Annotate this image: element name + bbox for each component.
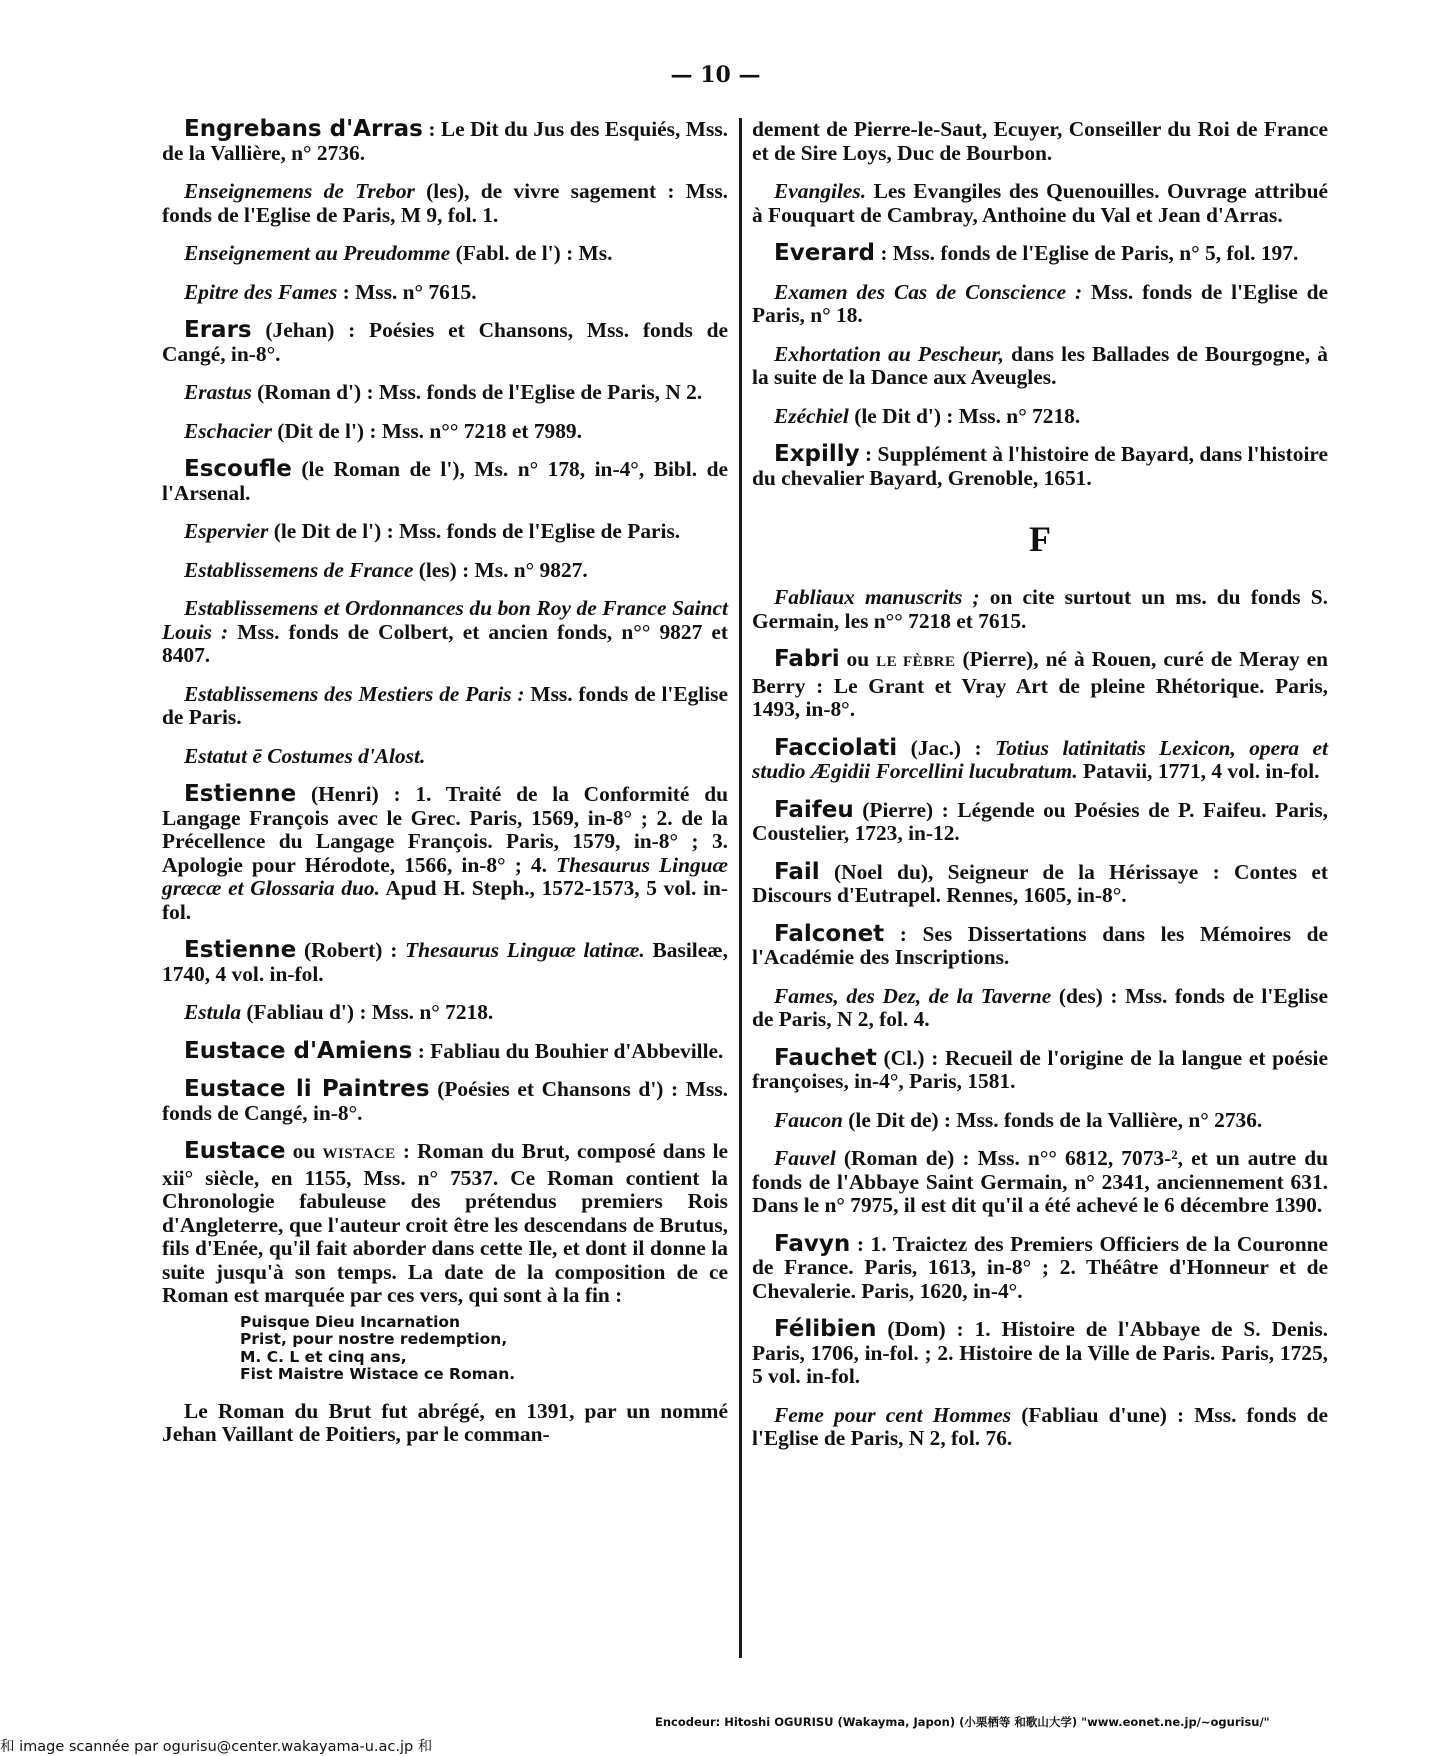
entry-text: on cite surtout un ms. du fonds S. Germain, les n°° 7218 et 7615. [752, 585, 1328, 633]
entry-text: (Dom) : 1. Histoire de l'Abbaye de S. Denis. Paris, 1706, in-fol. ; 2. Histoire de la Ville de Paris. Paris, 1725, 5 vol. in-fol. [752, 1317, 1328, 1388]
entry-text: (le Dit de) : Mss. fonds de la Vallière, n° 2736. [842, 1107, 1263, 1132]
entry-small-caps: WISTACE [322, 1146, 396, 1162]
entry-text: (Roman d') : Mss. fonds de l'Eglise de Paris, N 2. [251, 380, 703, 404]
dictionary-entry [162, 381, 728, 405]
entry-headword: Falconet [774, 920, 885, 947]
entry-text: dans les Ballades de Bourgogne, à la suite de la Dance aux Aveugles. [752, 341, 1328, 389]
entry-title-italic: Estatut ē Costumes d'Alost. [184, 743, 426, 768]
column-divider [739, 118, 742, 1658]
dictionary-entry [162, 281, 728, 305]
dictionary-entry [162, 745, 728, 769]
verse-quotation [240, 1314, 728, 1384]
entry-title-italic: Examen des Cas de Conscience : [774, 279, 1083, 304]
dictionary-entry [162, 939, 728, 986]
dictionary-entry [752, 118, 1328, 165]
dictionary-entry [752, 920, 1328, 970]
entry-headword: Favyn [774, 1230, 851, 1257]
entry-headword: Estienne [184, 937, 297, 963]
entry-headword: Everard [774, 240, 875, 266]
dictionary-entry [752, 985, 1328, 1032]
entry-text: : Supplément à l'histoire de Bayard, dans l'histoire du chevalier Bayard, Grenoble, 1651. [752, 442, 1328, 490]
right-column [752, 118, 1328, 1466]
verse-line: Fist Maistre Wistace ce Roman. [240, 1365, 516, 1383]
entry-text: (Cl.) : Recueil de l'origine de la langue et poésie françoises, in-4°, Paris, 1581. [752, 1045, 1328, 1093]
entry-text: (Poésies et Chansons d') : Mss. fonds de Cangé, in-8°. [162, 1077, 728, 1125]
dictionary-entry [752, 405, 1328, 429]
entry-title-italic: Establissemens de France [184, 557, 414, 582]
entry-text: (Fabl. de l') : Ms. [450, 241, 613, 265]
dictionary-entry [752, 858, 1328, 908]
dictionary-entry [162, 1001, 728, 1025]
encoder-credit: Encodeur: Hitoshi OGURISU (Wakayma, Japon) (小栗栖等 和歌山大学) "www.eonet.ne.jp/~ogurisu/" [655, 1715, 1270, 1729]
entry-text: (le Roman de l'), Ms. n° 178, in-4°, Bibl. de l'Arsenal. [162, 457, 728, 505]
entry-text: : Ses Dissertations dans les Mémoires de l'Académie des Inscriptions. [752, 921, 1328, 969]
dictionary-entry [752, 734, 1328, 784]
verse-line: Prist, pour nostre redemption, [240, 1330, 508, 1348]
dictionary-entry [162, 520, 728, 544]
entry-headword: Escoufle [184, 456, 292, 482]
entry-title-italic: Faucon [774, 1107, 843, 1132]
entry-text: Basileæ, 1740, 4 vol. in-fol. [162, 938, 728, 986]
verse-line: M. C. L et cinq ans, [240, 1347, 407, 1366]
entry-text: (le Dit d') : Mss. n° 7218. [848, 403, 1081, 428]
dictionary-entry [752, 343, 1328, 390]
dictionary-entry [752, 1109, 1328, 1133]
entry-headword: Estienne [184, 781, 297, 807]
entry-title-italic: Fames, des Dez, de la Taverne [774, 983, 1052, 1008]
entry-title-italic: Eschacier [184, 418, 272, 443]
entry-title-italic: Fauvel [774, 1146, 836, 1170]
dictionary-entry [752, 648, 1328, 722]
entry-title-italic: Totius latinitatis Lexicon, opera et studio Ægidii Forcellini lucubratum. [752, 735, 1328, 783]
entry-text: Apud H. Steph., 1572-1573, 5 vol. in-fol. [162, 876, 728, 924]
dictionary-entry [162, 458, 728, 505]
dictionary-entry [162, 118, 728, 165]
entry-title-italic: Thesaurus Linguæ latinæ. [405, 938, 645, 962]
entry-title-italic: Ezéchiel [774, 403, 849, 428]
entry-text: (Fabliau d') : Mss. n° 7218. [241, 1000, 494, 1024]
entry-text: (Pierre) : Légende ou Poésies de P. Faifeu. Paris, Coustelier, 1723, in-12. [752, 797, 1328, 845]
entry-text: Patavii, 1771, 4 vol. in-fol. [1077, 759, 1320, 783]
entry-headword: Engrebans d'Arras [184, 116, 423, 142]
entry-text: (Noel du), Seigneur de la Hérissaye : Contes et Discours d'Eutrapel. Rennes, 1605, in-8°. [752, 859, 1328, 907]
entry-text: (Jehan) : Poésies et Chansons, Mss. fonds de Cangé, in-8°. [162, 318, 728, 366]
entry-title-italic: Espervier [184, 519, 269, 543]
dictionary-entry [752, 796, 1328, 846]
entry-headword: Eustace d'Amiens [184, 1037, 413, 1064]
page-number: — 10 — [670, 62, 761, 88]
entry-headword: Facciolati [774, 734, 898, 761]
dictionary-entry [162, 1078, 728, 1125]
entry-text: (Dit de l') : Mss. n°° 7218 et 7989. [271, 418, 582, 443]
entry-text: (le Dit de l') : Mss. fonds de l'Eglise de Paris. [268, 519, 681, 543]
entry-headword: Fabri [774, 646, 840, 672]
entry-headword: Erars [184, 317, 252, 343]
entry-title-italic: Erastus [184, 380, 252, 404]
entry-headword: Fail [774, 858, 820, 885]
entry-title-italic: Epitre des Fames [184, 279, 338, 304]
dictionary-entry [752, 1404, 1328, 1451]
dictionary-entry [752, 443, 1328, 490]
section-letter-heading: F [1029, 519, 1051, 559]
entry-text: : Mss. fonds de l'Eglise de Paris, n° 5, fol. 197. [874, 241, 1299, 265]
entry-text: Le Roman du Brut fut abrégé, en 1391, par un nommé Jehan Vaillant de Poitiers, par le comman- [162, 1398, 728, 1446]
entry-text: : Roman du Brut, composé dans le xii° siècle, en 1155, Mss. n° 7537. Ce Roman contient la Chronologie fabuleuse des prétendus premiers Rois d'Angleterre, que l'auteur croit être les descendans de Brutus, fils d'Enée, qu'il fait aborder dans cette Ile, et dont il donne la suite jusqu'à son temps. La date de la composition de ce Roman est marquée par ces vers, qui sont à la fin : [162, 1139, 729, 1307]
entry-text: ou [285, 1139, 323, 1163]
entry-headword: Eustace li Paintres [184, 1076, 430, 1102]
dictionary-entry [162, 242, 728, 266]
dictionary-entry [162, 180, 728, 227]
entry-text: (les) : Ms. n° 9827. [413, 557, 588, 582]
dictionary-entry [162, 319, 728, 366]
entry-headword: Félibien [774, 1316, 877, 1342]
dictionary-entry [752, 1318, 1328, 1389]
dictionary-entry [752, 1044, 1328, 1094]
entry-title-italic: Evangiles. [774, 179, 867, 203]
entry-headword: Faifeu [774, 796, 854, 823]
dictionary-entry [162, 1400, 728, 1447]
dictionary-entry [162, 1037, 728, 1064]
dictionary-entry [162, 420, 728, 444]
entry-text: (Pierre), né à Rouen, curé de Meray en Berry : Le Grant et Vray Art de pleine Rhétorique. Paris, 1493, in-8°. [752, 647, 1328, 721]
dictionary-entry [162, 683, 728, 730]
dictionary-entry [752, 180, 1328, 227]
entry-title-italic: Establissemens et Ordonnances du bon Roy de France Sainct Louis : [162, 596, 728, 644]
left-column [162, 118, 728, 1462]
dictionary-entry [752, 586, 1328, 633]
entry-text: : Fabliau du Bouhier d'Abbeville. [412, 1038, 724, 1063]
entry-title-italic: Estula [184, 1000, 242, 1024]
dictionary-entry [752, 1147, 1328, 1218]
entry-text: ou [839, 647, 877, 671]
verse-line: Puisque Dieu Incarnation [240, 1312, 461, 1331]
entry-title-italic: Enseignemens de Trebor [184, 179, 415, 203]
entry-text: (Jac.) : [897, 735, 996, 760]
entry-text: (les), de vivre sagement : Mss. fonds de l'Eglise de Paris, M 9, fol. 1. [162, 179, 728, 227]
entry-title-italic: Establissemens des Mestiers de Paris : [184, 681, 525, 706]
entry-text: : 1. Traictez des Premiers Officiers de la Couronne de France. Paris, 1613, in-8° ; 2. Théâtre d'Honneur et de Chevalerie. Paris, 1620, in-4°. [752, 1231, 1328, 1303]
dictionary-entry [162, 559, 728, 583]
dictionary-entry [752, 281, 1328, 328]
entry-small-caps: LE FÈBRE [876, 654, 956, 670]
entry-headword: Fauchet [774, 1044, 877, 1071]
entry-text: Mss. fonds de Colbert, et ancien fonds, n°° 9827 et 8407. [162, 619, 728, 667]
dictionary-entry [162, 597, 728, 668]
entry-text: Les Evangiles des Quenouilles. Ouvrage attribué à Fouquart de Cambray, Anthoine du Val et Jean d'Arras. [752, 179, 1328, 227]
entry-title-italic: Enseignement au Preudomme [184, 241, 451, 265]
entry-text: : Le Dit du Jus des Esquiés, Mss. de la Vallière, n° 2736. [162, 117, 728, 165]
entry-text: (Robert) : [296, 938, 406, 962]
entry-headword: Expilly [774, 441, 860, 467]
dictionary-entry [162, 1140, 728, 1308]
dictionary-entry [752, 1230, 1328, 1304]
entry-text: : Mss. n° 7615. [337, 279, 477, 304]
entry-text: Mss. fonds de l'Eglise de Paris, n° 18. [752, 279, 1328, 327]
dictionary-entry [752, 242, 1328, 266]
entry-text: (Roman de) : Mss. n°° 6812, 7073-², et un autre du fonds de l'Abbaye Saint Germain, n° 2341, anciennement 631. Dans le n° 7975, il est dit qu'il a été achevé le 6 décembre 1390. [752, 1146, 1328, 1217]
dictionary-entry [162, 783, 728, 924]
entry-headword: Eustace [184, 1138, 286, 1164]
entry-title-italic: Fabliaux manuscrits ; [774, 585, 980, 609]
entry-text: Mss. fonds de l'Eglise de Paris. [162, 681, 728, 729]
scan-credit: 和 image scannée par ogurisu@center.wakayama-u.ac.jp 和 [0, 1739, 433, 1755]
entry-title-italic: Thesaurus Linguæ græcæ et Glossaria duo. [162, 852, 729, 900]
entry-title-italic: Exhortation au Pescheur, [774, 341, 1005, 366]
entry-title-italic: Feme pour cent Hommes [774, 1402, 1012, 1427]
entry-text: dement de Pierre-le-Saut, Ecuyer, Conseiller du Roi de France et de Sire Loys, Duc de Bourbon. [752, 117, 1328, 165]
entry-text: (Henri) : 1. Traité de la Conformité du Langage François avec le Grec. Paris, 1569, in-8° ; 2. de la Précellence du Langage François. Paris, 1579, in-8° ; 3. Apologie pour Hérodote, 1566, in-8° ; 4. [162, 782, 728, 877]
entry-text: (des) : Mss. fonds de l'Eglise de Paris, N 2, fol. 4. [752, 983, 1328, 1031]
entry-text: (Fabliau d'une) : Mss. fonds de l'Eglise de Paris, N 2, fol. 76. [752, 1402, 1328, 1450]
